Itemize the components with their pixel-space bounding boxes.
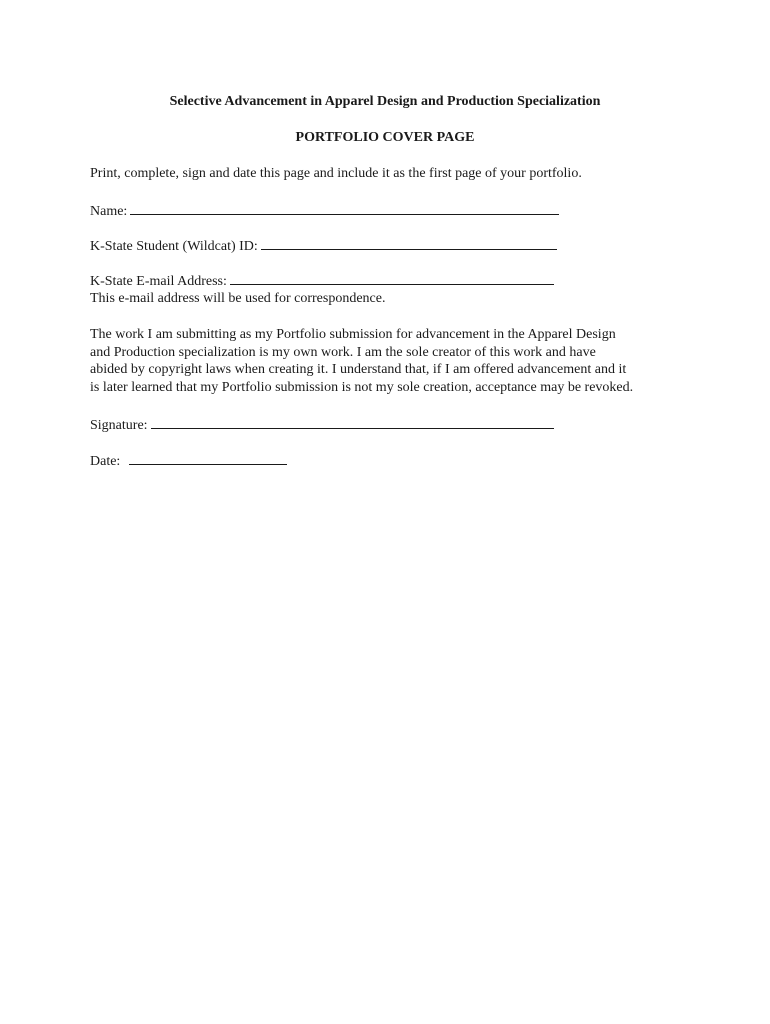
email-note: This e-mail address will be used for correspondence. [90, 291, 386, 306]
statement-line: is later learned that my Portfolio submission is not my sole creation, acceptance may be revoked. [90, 380, 634, 396]
email-label: K-State E-mail Address: [90, 274, 227, 289]
signature-label: Signature: [90, 418, 148, 433]
statement-paragraph [90, 326, 690, 397]
instructions-text: Print, complete, sign and date this page and include it as the first page of your portfolio. [90, 166, 582, 181]
date-blank-line[interactable] [129, 451, 287, 465]
email-row [90, 271, 554, 290]
statement-line: and Production specialization is my own work. I am the sole creator of this work and have [90, 344, 596, 360]
student-id-label: K-State Student (Wildcat) ID: [90, 239, 258, 254]
student-id-blank-line[interactable] [261, 236, 557, 250]
name-blank-line[interactable] [130, 201, 559, 215]
signature-blank-line[interactable] [151, 415, 554, 429]
date-row [90, 451, 287, 470]
statement-line: abided by copyright laws when creating it. I understand that, if I am offered advancement and it [90, 362, 627, 378]
student-id-row [90, 236, 557, 255]
document-subtitle: PORTFOLIO COVER PAGE [295, 130, 475, 145]
name-label: Name: [90, 204, 128, 219]
signature-row [90, 415, 554, 434]
document-title: Selective Advancement in Apparel Design and Production Specialization [169, 94, 601, 109]
email-blank-line[interactable] [230, 271, 554, 285]
date-label: Date: [90, 454, 121, 469]
statement-line: The work I am submitting as my Portfolio submission for advancement in the Apparel Design [90, 327, 616, 342]
name-row [90, 201, 559, 220]
